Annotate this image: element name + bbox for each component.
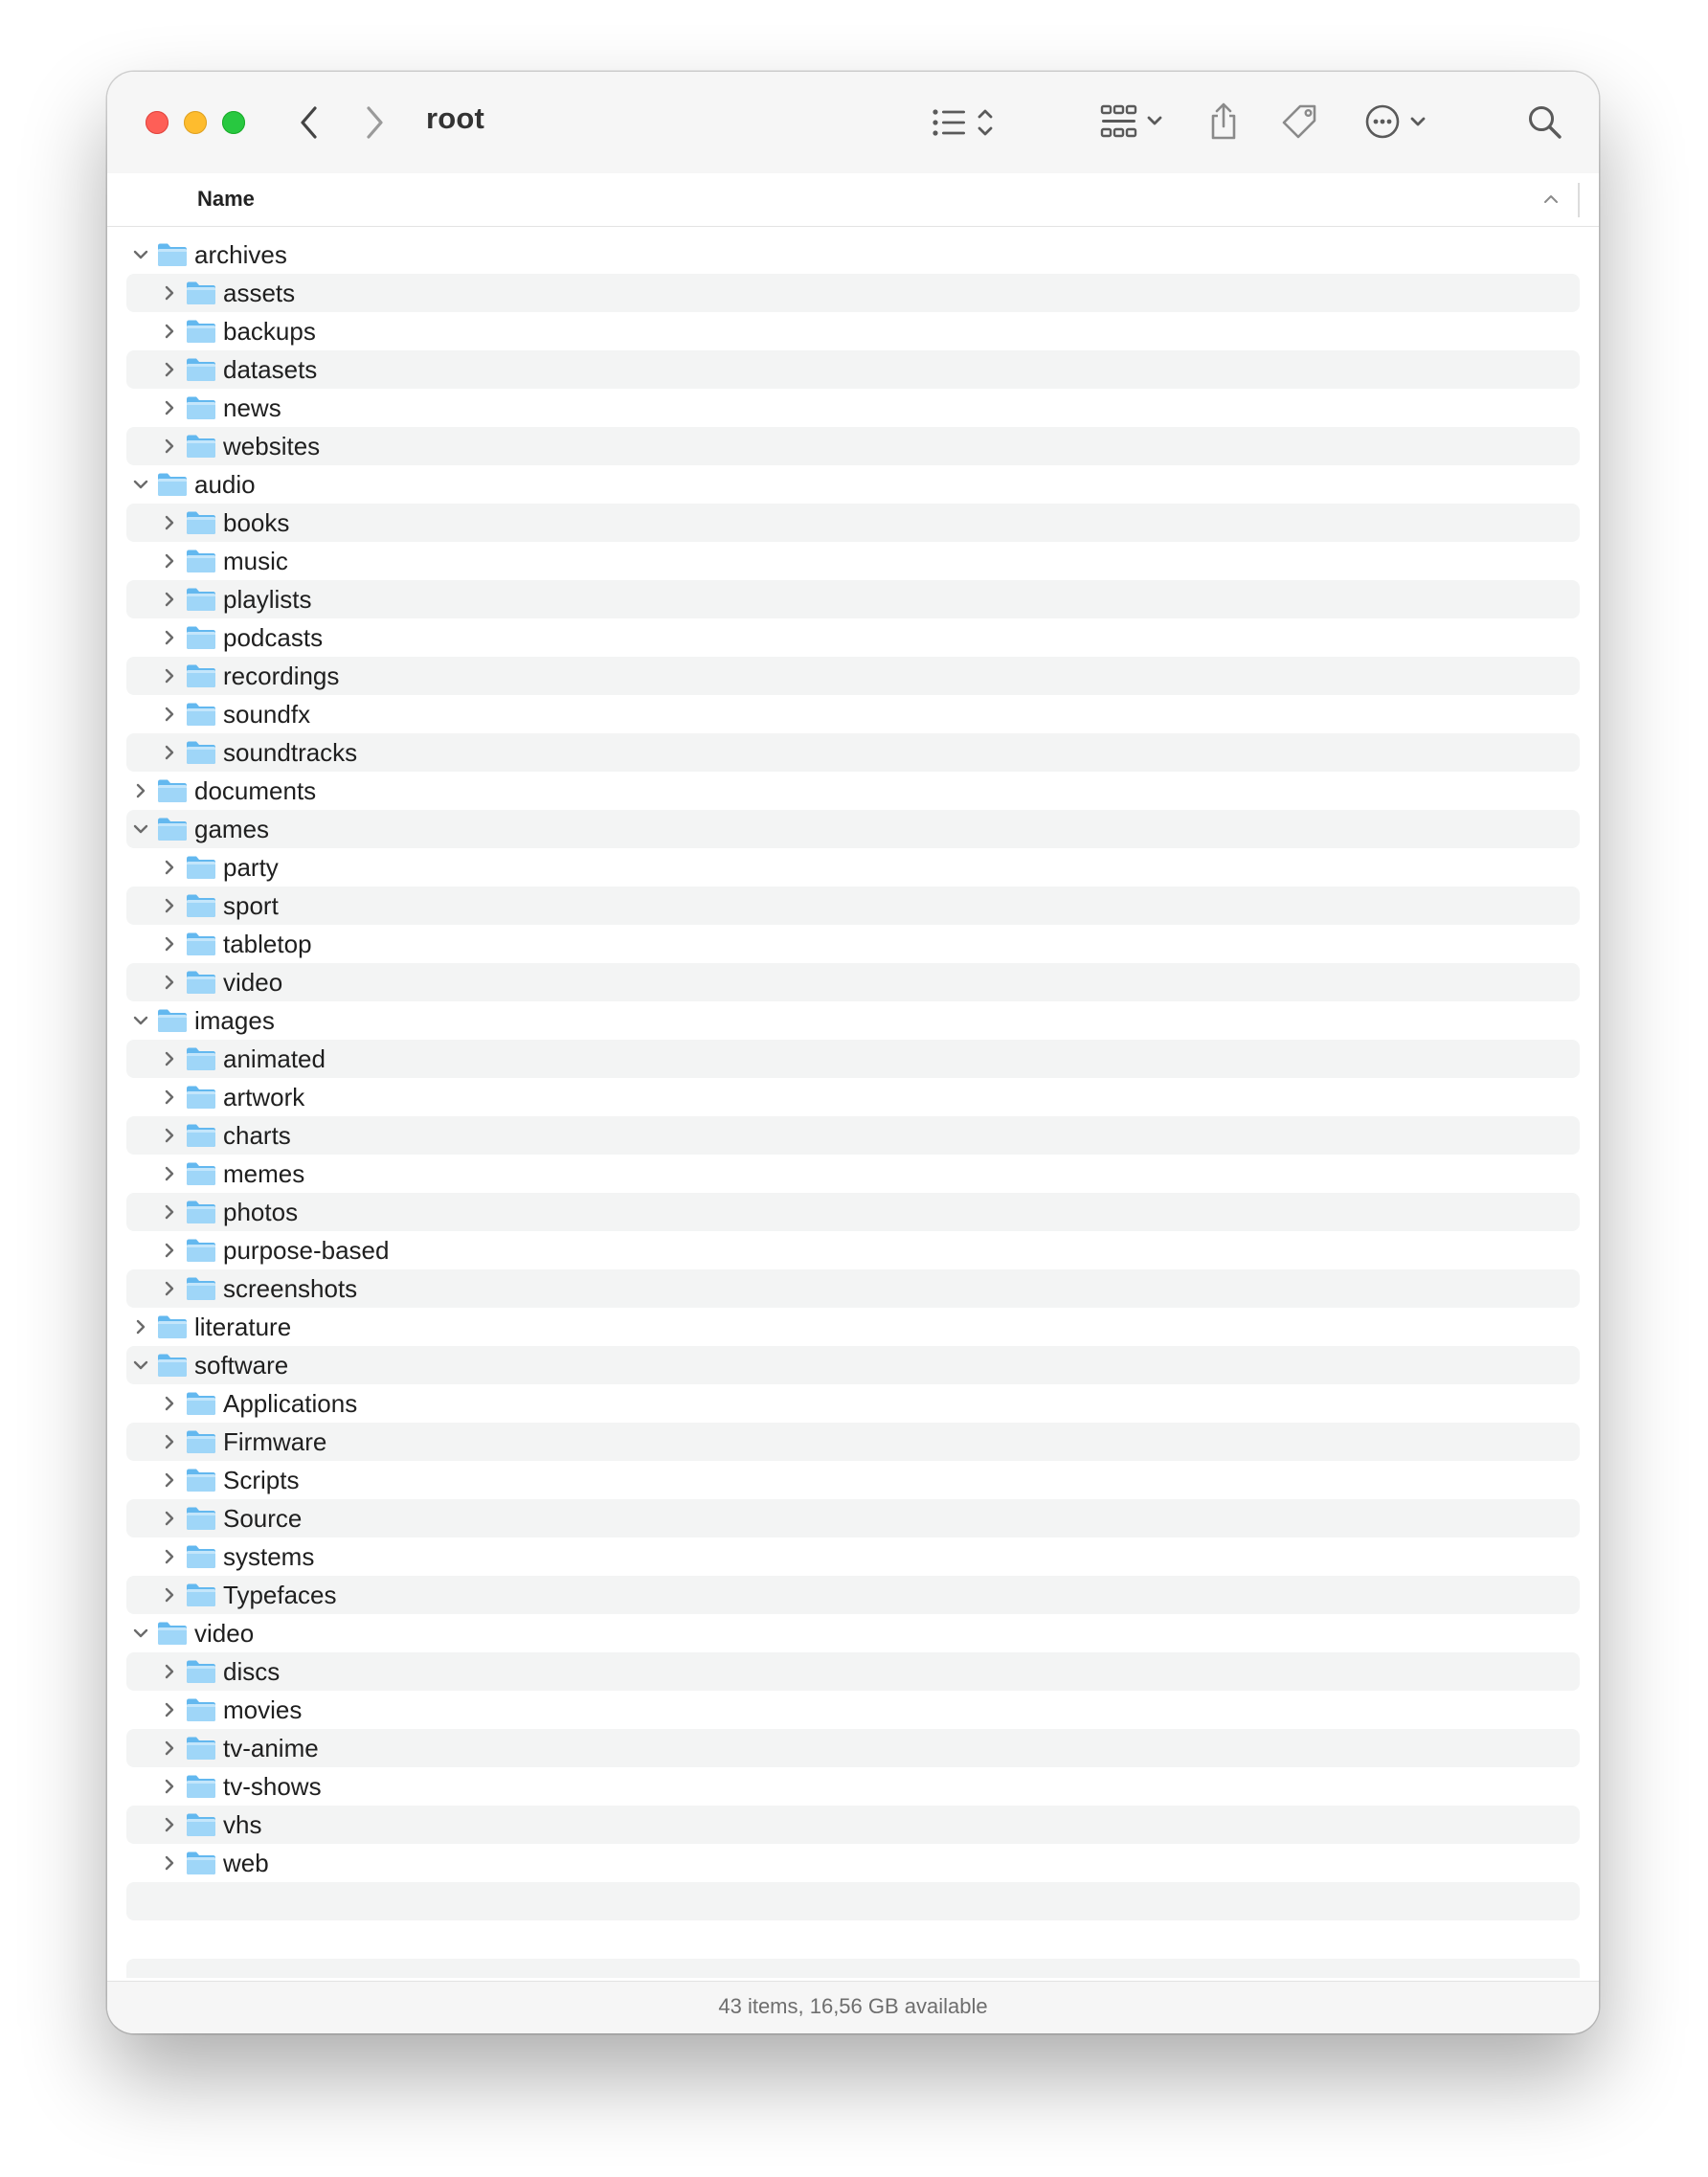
folder-name: assets	[223, 279, 296, 307]
folder-icon	[186, 970, 216, 995]
folder-icon	[186, 855, 216, 880]
folder-name: tabletop	[223, 930, 312, 958]
list-item[interactable]	[126, 1806, 1580, 1844]
chevron-right-icon[interactable]	[161, 1663, 178, 1680]
share-icon[interactable]	[1207, 101, 1240, 141]
list-item[interactable]	[126, 274, 1580, 312]
folder-icon	[186, 625, 216, 650]
chevron-right-icon[interactable]	[161, 1739, 178, 1757]
tag-icon[interactable]	[1281, 102, 1319, 141]
chevron-right-icon[interactable]	[161, 935, 178, 953]
chevron-right-icon[interactable]	[161, 667, 178, 685]
folder-name: datasets	[223, 355, 318, 384]
folder-name: artwork	[223, 1083, 305, 1111]
list-item[interactable]	[126, 350, 1580, 389]
folder-name: documents	[194, 776, 317, 805]
folder-icon	[157, 1314, 188, 1339]
folder-name: soundfx	[223, 700, 311, 729]
list-item[interactable]	[126, 1537, 1580, 1576]
chevron-right-icon[interactable]	[161, 552, 178, 570]
folder-icon	[186, 281, 216, 305]
folder-icon	[186, 931, 216, 956]
folder-name: screenshots	[223, 1274, 358, 1303]
folder-name: memes	[223, 1159, 305, 1188]
list-item[interactable]	[126, 848, 1580, 887]
folder-icon	[186, 740, 216, 765]
folder-name: archives	[194, 240, 287, 269]
status-bar: 43 items, 16,56 GB available	[107, 1981, 1599, 2033]
folder-name: sport	[223, 891, 279, 920]
list-item[interactable]	[126, 1499, 1580, 1537]
chevron-right-icon[interactable]	[161, 1548, 178, 1565]
chevron-right-icon[interactable]	[161, 744, 178, 761]
chevron-right-icon[interactable]	[161, 706, 178, 723]
folder-name: party	[223, 853, 279, 882]
list-item[interactable]	[126, 1423, 1580, 1461]
chevron-down-icon[interactable]	[132, 246, 149, 263]
folder-name: video	[194, 1619, 255, 1648]
list-item[interactable]	[126, 1844, 1580, 1882]
file-list	[126, 236, 1580, 1882]
folder-icon	[186, 1123, 216, 1148]
empty-row-stripe	[126, 1959, 1580, 1978]
list-item[interactable]	[126, 1078, 1580, 1116]
back-icon[interactable]	[299, 105, 320, 140]
folder-name: video	[223, 968, 283, 997]
chevron-right-icon[interactable]	[132, 782, 149, 799]
list-item[interactable]	[126, 1040, 1580, 1078]
forward-icon[interactable]	[364, 105, 385, 140]
chevron-right-icon[interactable]	[132, 1318, 149, 1335]
folder-name: music	[223, 547, 288, 575]
chevron-down-icon[interactable]	[132, 476, 149, 493]
column-divider[interactable]	[1578, 183, 1580, 217]
chevron-right-icon[interactable]	[161, 1433, 178, 1450]
column-header	[107, 173, 1599, 227]
folder-icon	[157, 1621, 188, 1646]
folder-icon	[186, 1851, 216, 1875]
chevron-down-icon[interactable]	[132, 1625, 149, 1642]
chevron-right-icon[interactable]	[161, 1050, 178, 1067]
folder-icon	[157, 472, 188, 497]
list-item[interactable]	[126, 1308, 1580, 1346]
folder-icon	[186, 1429, 216, 1454]
folder-name: purpose-based	[223, 1236, 390, 1265]
list-item[interactable]	[126, 1269, 1580, 1308]
folder-name: books	[223, 508, 290, 537]
group-icon[interactable]	[1100, 103, 1169, 140]
chevron-right-icon[interactable]	[161, 1854, 178, 1872]
chevron-right-icon[interactable]	[161, 1510, 178, 1527]
toolbar	[107, 72, 1599, 174]
folder-icon	[186, 1812, 216, 1837]
list-item[interactable]	[126, 1193, 1580, 1231]
list-item[interactable]	[126, 1461, 1580, 1499]
folder-icon	[157, 817, 188, 842]
folder-name: tv-anime	[223, 1734, 319, 1762]
folder-icon	[186, 1544, 216, 1569]
list-item[interactable]	[126, 1576, 1580, 1614]
chevron-right-icon[interactable]	[161, 1586, 178, 1604]
folder-name: literature	[194, 1313, 292, 1341]
list-item[interactable]	[126, 1729, 1580, 1767]
folder-icon	[157, 242, 188, 267]
folder-name: news	[223, 393, 281, 422]
folder-icon	[186, 1238, 216, 1263]
chevron-right-icon[interactable]	[161, 1701, 178, 1718]
name-column-header[interactable]: Name	[197, 187, 255, 211]
sort-ascending-icon[interactable]	[1543, 194, 1559, 204]
chevron-down-icon[interactable]	[132, 1012, 149, 1029]
folder-name: podcasts	[223, 623, 324, 652]
folder-name: images	[194, 1006, 275, 1035]
list-item[interactable]	[126, 1384, 1580, 1423]
folder-name: web	[223, 1849, 269, 1877]
more-icon[interactable]	[1364, 103, 1433, 142]
folder-icon	[157, 1008, 188, 1033]
list-item[interactable]	[126, 312, 1580, 350]
chevron-right-icon[interactable]	[161, 1778, 178, 1795]
folder-name: Firmware	[223, 1427, 327, 1456]
folder-icon	[186, 1276, 216, 1301]
folder-icon	[186, 1582, 216, 1607]
folder-name: Scripts	[223, 1466, 300, 1494]
folder-name: vhs	[223, 1810, 262, 1839]
search-icon[interactable]	[1527, 104, 1563, 141]
chevron-right-icon[interactable]	[161, 1127, 178, 1144]
list-item[interactable]	[126, 657, 1580, 695]
chevron-down-icon[interactable]	[132, 820, 149, 838]
folder-icon	[186, 1046, 216, 1071]
list-item[interactable]	[126, 618, 1580, 657]
folder-icon	[157, 1353, 188, 1378]
folder-icon	[186, 1659, 216, 1684]
folder-name: software	[194, 1351, 289, 1380]
folder-name: Typefaces	[223, 1581, 337, 1609]
chevron-right-icon[interactable]	[161, 897, 178, 914]
folder-icon	[186, 702, 216, 727]
list-item[interactable]	[126, 810, 1580, 848]
list-item[interactable]	[126, 542, 1580, 580]
list-item[interactable]	[126, 1116, 1580, 1155]
list-item[interactable]	[126, 236, 1580, 274]
folder-icon	[186, 663, 216, 688]
folder-name: recordings	[223, 662, 340, 690]
folder-name: Applications	[223, 1389, 358, 1418]
chevron-right-icon[interactable]	[161, 629, 178, 646]
list-item[interactable]	[126, 925, 1580, 963]
chevron-right-icon[interactable]	[161, 1242, 178, 1259]
chevron-right-icon[interactable]	[161, 438, 178, 455]
folder-icon	[186, 1200, 216, 1224]
folder-name: charts	[223, 1121, 291, 1150]
folder-name: websites	[223, 432, 321, 460]
list-item[interactable]	[126, 887, 1580, 925]
minimize-window-button[interactable]	[184, 111, 207, 134]
folder-name: systems	[223, 1542, 315, 1571]
folder-name: backups	[223, 317, 316, 346]
chevron-right-icon[interactable]	[161, 1471, 178, 1489]
folder-name: games	[194, 815, 270, 843]
folder-name: soundtracks	[223, 738, 358, 767]
list-item[interactable]	[126, 1155, 1580, 1193]
zoom-window-button[interactable]	[222, 111, 245, 134]
chevron-right-icon[interactable]	[161, 1088, 178, 1106]
folder-icon	[186, 1697, 216, 1722]
folder-icon	[186, 1774, 216, 1799]
folder-name: movies	[223, 1695, 303, 1724]
folder-icon	[186, 357, 216, 382]
folder-name: animated	[223, 1044, 326, 1073]
list-item[interactable]	[126, 1231, 1580, 1269]
folder-icon	[186, 1391, 216, 1416]
list-item[interactable]	[126, 389, 1580, 427]
chevron-right-icon[interactable]	[161, 1203, 178, 1221]
chevron-right-icon[interactable]	[161, 1395, 178, 1412]
chevron-right-icon[interactable]	[161, 323, 178, 340]
empty-row-stripe	[126, 1882, 1580, 1920]
finder-window	[107, 72, 1599, 2033]
folder-icon	[186, 1161, 216, 1186]
list-item[interactable]	[126, 427, 1580, 465]
folder-name: audio	[194, 470, 256, 499]
window-title: root	[426, 101, 485, 135]
chevron-down-icon[interactable]	[132, 1357, 149, 1374]
folder-icon	[186, 434, 216, 459]
list-item[interactable]	[126, 1652, 1580, 1691]
list-item[interactable]	[126, 1614, 1580, 1652]
chevron-right-icon[interactable]	[161, 1165, 178, 1182]
folder-icon	[186, 549, 216, 573]
folder-icon	[186, 510, 216, 535]
chevron-right-icon[interactable]	[161, 361, 178, 378]
folder-icon	[186, 1468, 216, 1492]
chevron-right-icon[interactable]	[161, 859, 178, 876]
folder-name: photos	[223, 1198, 299, 1226]
list-item[interactable]	[126, 695, 1580, 733]
list-item[interactable]	[126, 1691, 1580, 1729]
list-item[interactable]	[126, 1346, 1580, 1384]
list-item[interactable]	[126, 465, 1580, 504]
folder-icon	[157, 778, 188, 803]
chevron-right-icon[interactable]	[161, 399, 178, 416]
folder-icon	[186, 587, 216, 612]
list-item[interactable]	[126, 504, 1580, 542]
list-item[interactable]	[126, 1001, 1580, 1040]
chevron-right-icon[interactable]	[161, 974, 178, 991]
folder-icon	[186, 395, 216, 420]
folder-name: playlists	[223, 585, 312, 614]
chevron-right-icon[interactable]	[161, 284, 178, 302]
folder-icon	[186, 1506, 216, 1531]
folder-icon	[186, 1736, 216, 1761]
list-item[interactable]	[126, 772, 1580, 810]
chevron-right-icon[interactable]	[161, 591, 178, 608]
list-item[interactable]	[126, 963, 1580, 1001]
folder-name: tv-shows	[223, 1772, 322, 1801]
chevron-right-icon[interactable]	[161, 1280, 178, 1297]
list-item[interactable]	[126, 1767, 1580, 1806]
folder-name: Source	[223, 1504, 303, 1533]
chevron-right-icon[interactable]	[161, 1816, 178, 1833]
list-item[interactable]	[126, 733, 1580, 772]
folder-icon	[186, 1085, 216, 1110]
folder-name: discs	[223, 1657, 281, 1686]
list-item[interactable]	[126, 580, 1580, 618]
close-window-button[interactable]	[146, 111, 169, 134]
list-view-icon[interactable]	[932, 106, 1008, 139]
chevron-right-icon[interactable]	[161, 514, 178, 531]
folder-icon	[186, 893, 216, 918]
folder-icon	[186, 319, 216, 344]
